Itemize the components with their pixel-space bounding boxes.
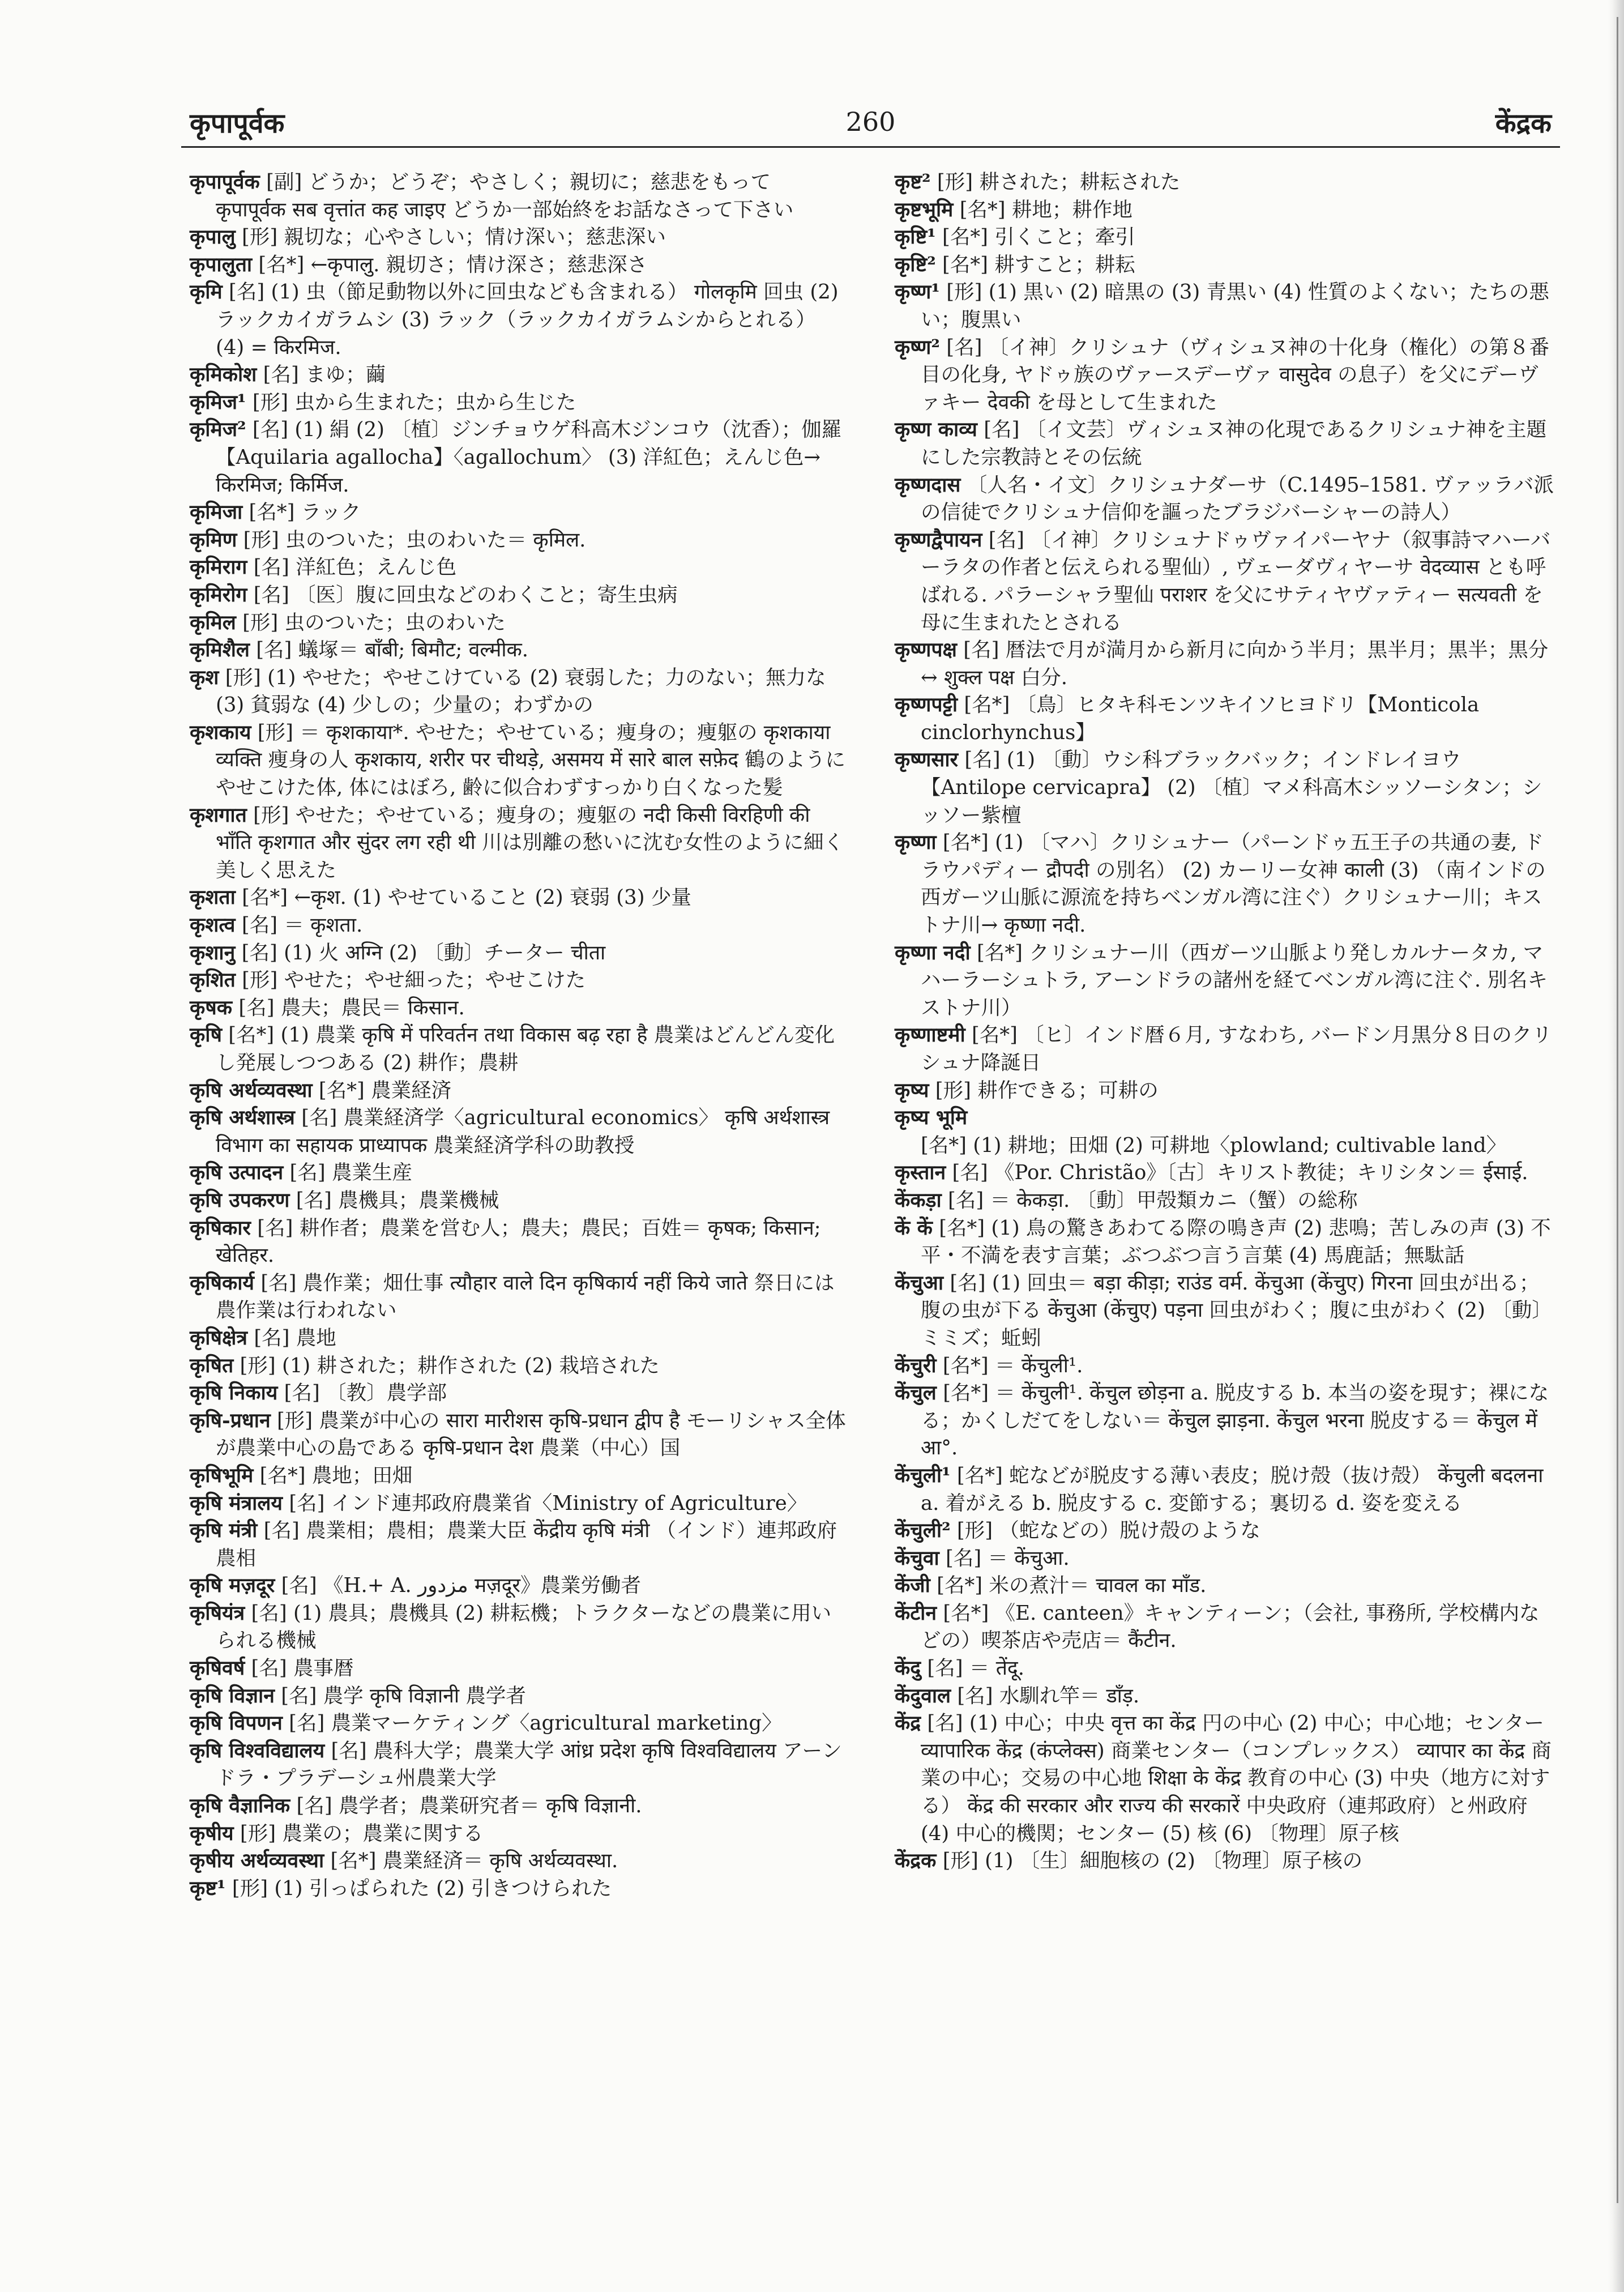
dictionary-entry xyxy=(190,499,847,527)
entry-headword: कृष्णदास xyxy=(895,473,961,497)
dictionary-entry xyxy=(190,1875,847,1903)
dictionary-entry xyxy=(895,224,1554,251)
dictionary-entry xyxy=(190,1738,847,1792)
dictionary-entry xyxy=(895,527,1554,637)
entry-headword: कृष्णाष्टमी xyxy=(895,1023,965,1047)
entry-definition: [副] どうか；どうぞ；やさしく；親切に；慈悲をもって कृपापूर्वक सब वृत्तांत कह जाइए どうか一部始終をお話なさって下さい xyxy=(216,170,794,221)
dictionary-entry xyxy=(190,1022,847,1077)
entry-definition: [名] 洋紅色；えんじ色 xyxy=(253,556,457,579)
entry-headword: केंचुली² xyxy=(895,1519,951,1543)
entry-definition: [名] 農科大学；農業大学 आंध्र प्रदेश कृषि विश्वविद्यालय アーンドラ・プラデーシュ州農業大学 xyxy=(216,1739,842,1790)
dictionary-entry xyxy=(190,995,847,1022)
dictionary-entry xyxy=(895,1215,1554,1270)
entry-definition: [名] 農学 कृषि विज्ञानी 農学者 xyxy=(281,1684,526,1708)
entry-headword: कृषि मज़दूर xyxy=(190,1574,275,1598)
entry-headword: कृशगात xyxy=(190,803,247,827)
entry-definition: [名] 農作業；畑仕事 त्यौहार वाले दिन कृषिकार्य नहीं किये जाते 祭日には農作業は行われない xyxy=(216,1271,835,1322)
dictionary-entry xyxy=(190,1847,847,1875)
dictionary-entry xyxy=(190,1462,847,1490)
entry-definition: [名] (1) 中心；中央 वृत्त का केंद्र 円の中心 (2) 中心；中心地；センター व्यापारिक केंद्र (कंप्लेक्स) 商業センター（コンプレックス） व्यापार का केंद्र 商業の中心；交易の中心地 शिक्षा के केंद्र 教育の中心 (3) 中央（地方に対する） केंद्र की सरकार और राज्य की सरकारें 中央政府（連邦政府）と州政府 (4) 中心的機関；センター (5) 核 (6) 〔物理〕原子核 xyxy=(921,1711,1552,1845)
dictionary-entry xyxy=(190,609,847,637)
dictionary-entry xyxy=(190,1655,847,1683)
entry-definition: [形] やせた；やせ細った；やせこけた xyxy=(242,968,586,992)
entry-definition: [名] ＝ केकड़ा. 〔動〕甲殻類カニ（蟹）の総称 xyxy=(948,1188,1358,1212)
dictionary-entry xyxy=(190,912,847,940)
dictionary-entry xyxy=(190,1215,847,1270)
entry-headword: कृमिराग xyxy=(190,556,247,579)
entry-definition: [名*] (1) 農業 कृषि में परिवर्तन तथा विकास बढ़ रहा है 農業はどんどん変化し発展しつつある (2) 耕作；農耕 xyxy=(216,1023,835,1074)
entry-headword: कृशित xyxy=(190,968,236,992)
dictionary-entry xyxy=(190,1517,847,1572)
entry-definition: [名*] 農業経済＝ कृषि अर्थव्यवस्था. xyxy=(330,1849,618,1873)
entry-definition: [名] ＝ केंचुआ. xyxy=(946,1546,1070,1570)
right-column xyxy=(895,169,1554,1875)
dictionary-entry xyxy=(190,582,847,609)
dictionary-entry xyxy=(895,1104,1554,1159)
entry-headword: कृषीय अर्थव्यवस्था xyxy=(190,1849,324,1873)
entry-definition: [名*] 〔鳥〕ヒタキ科モンツキイソヒヨドリ【Monticola cinclorhynchus】 xyxy=(921,693,1480,744)
dictionary-entry xyxy=(895,1187,1554,1215)
entry-headword: कृषिकार xyxy=(190,1216,251,1240)
dictionary-entry xyxy=(895,251,1554,279)
entry-headword: कृष्णा xyxy=(895,831,937,855)
entry-definition: [名] まゆ；繭 xyxy=(263,363,386,387)
dictionary-entry xyxy=(895,1655,1554,1683)
entry-headword: कृमिजा xyxy=(190,501,243,524)
entry-definition: [名] 耕作者；農業を営む人；農夫；農民；百姓＝ कृषक; किसान; खेतिहर. xyxy=(216,1216,821,1267)
entry-definition: [名] 〔イ文芸〕ヴィシュヌ神の化現であるクリシュナ神を主題にした宗教詩とその伝統 xyxy=(921,418,1547,469)
entry-definition: [形] (1) 黒い (2) 暗黒の (3) 青黒い (4) 性質のよくない；たちの悪い；腹黒い xyxy=(921,280,1549,331)
entry-headword: कृस्तान xyxy=(895,1161,946,1185)
entry-definition: [名*] 引くこと；牽引 xyxy=(942,225,1135,249)
dictionary-entry xyxy=(895,472,1554,527)
entry-definition: [名] 《H.+ A. مزدور मज़दूर》農業労働者 xyxy=(281,1574,641,1598)
entry-definition: [形] やせた；やせている；痩身の；痩躯の नदी किसी विरहिणी की भाँति कृशगात और सुंदर लग रही थी 川は別離の愁いに沈む女性のように細く美しく思えた xyxy=(216,803,844,882)
entry-headword: कृष्ट¹ xyxy=(190,1876,226,1900)
entry-definition: [名] 農業マーケティング〈agricultural marketing〉 xyxy=(289,1711,782,1735)
entry-definition: [名] 農事暦 xyxy=(251,1657,354,1680)
entry-headword: कृष्णपट्टी xyxy=(895,693,958,717)
entry-headword: केंचुवा xyxy=(895,1546,939,1570)
entry-headword: कृपालु xyxy=(190,225,236,249)
entry-definition: [名*] (1) 鳥の驚きあわてる際の鳴き声 (2) 悲鳴；苦しみの声 (3) 不平・不満を表す言葉；ぶつぶつ言う言葉 (4) 馬鹿話；無駄話 xyxy=(921,1216,1551,1267)
entry-headword: कृषक xyxy=(190,996,233,1019)
entry-headword: कृषि वैज्ञानिक xyxy=(190,1794,290,1818)
dictionary-entry xyxy=(190,1104,847,1159)
dictionary-entry xyxy=(190,169,847,224)
dictionary-entry xyxy=(190,1270,847,1325)
entry-headword: कृषियंत्र xyxy=(190,1601,245,1625)
entry-headword: कृष्य भूमि xyxy=(895,1106,968,1130)
entry-definition: [名] 〔教〕農学部 xyxy=(284,1381,447,1405)
dictionary-entry xyxy=(190,1380,847,1407)
entry-headword: कृषिभूमि xyxy=(190,1463,254,1487)
entry-headword: कृष्णद्वैपायन xyxy=(895,528,982,552)
dictionary-entry xyxy=(895,1159,1554,1187)
entry-definition: [名] (1) 〔動〕ウシ科ブラックバック；インドレイヨウ【Antilope cervicapra】 (2) 〔植〕マメ科高木シッソーシタン；シッソー紫檀 xyxy=(921,748,1542,827)
entry-definition: [形] (1) 引っぱられた (2) 引きつけられた xyxy=(232,1876,612,1900)
dictionary-entry xyxy=(895,1380,1554,1462)
entry-definition: [名*] 耕地；耕作地 xyxy=(959,198,1132,221)
entry-definition: [名*] (1) 〔マハ〕クリシュナー（パーンドゥ五王子の共通の妻, ドラウパディー द्रौपदी の別名） (2) カーリー女神 काली (3) （南インドの西ガーツ山脈に源流を持ちベンガル湾に注ぐ）クリシュナー川；キストナ川→ कृष्णा नदी. xyxy=(921,831,1546,937)
entry-definition: [形] 農業が中心の सारा मारीशस कृषि-प्रधान द्वीप है モーリシャス全体が農業中心の島である कृषि-प्रधान देश 農業（中心）国 xyxy=(216,1409,846,1460)
entry-headword: कृषि मंत्री xyxy=(190,1519,258,1543)
entry-headword: कृष्ण² xyxy=(895,335,940,359)
entry-headword: कृषि-प्रधान xyxy=(190,1409,271,1432)
entry-headword: केंचुआ xyxy=(895,1271,944,1295)
dictionary-entry xyxy=(190,527,847,554)
entry-definition: [名] 〔医〕腹に回虫などのわくこと；寄生虫病 xyxy=(253,583,678,607)
dictionary-entry xyxy=(190,1572,847,1600)
dictionary-entry xyxy=(190,1490,847,1518)
dictionary-entry xyxy=(190,1710,847,1738)
entry-definition: [形] 虫から生まれた；虫から生じた xyxy=(252,390,576,414)
dictionary-entry xyxy=(190,1187,847,1215)
dictionary-entry xyxy=(895,1847,1554,1875)
entry-definition: [名] 〔イ神〕クリシュナ（ヴィシュヌ神の十化身（権化）の第８番目の化身, ヤドゥ族のヴァースデーヴァ वासुदेव の息子）を父にデーヴァキー देवकी を母として生まれた xyxy=(921,335,1550,414)
entry-headword: कृषीय xyxy=(190,1821,234,1845)
page-header xyxy=(190,96,1552,147)
entry-definition: [名] 農地 xyxy=(254,1326,336,1350)
dictionary-entry xyxy=(190,1407,847,1462)
entry-definition: [名] ＝ कृशता. xyxy=(241,914,363,937)
entry-headword: कृशता xyxy=(190,886,236,910)
dictionary-entry xyxy=(190,224,847,251)
entry-headword: केंदुवाल xyxy=(895,1684,951,1708)
entry-definition: [名] 農機具；農業機械 xyxy=(296,1188,499,1212)
entry-definition: [名] (1) 回虫＝ बड़ा कीड़ा; राउंड वर्म. केंचुआ (केंचुए) गिरना 回虫が出る；腹の虫が下る केंचुआ (केंचुए) पड़ना 回虫がわく；腹に虫がわく (2) 〔動〕ミミズ；蚯蚓 xyxy=(921,1271,1552,1350)
dictionary-entry xyxy=(895,1077,1554,1105)
dictionary-entry xyxy=(190,1683,847,1710)
header-rule xyxy=(181,146,1560,148)
entry-definition: [名] 暦法で月が満月から新月に向かう半月；黒半月；黒半；黒分 ↔ शुक्ल पक्ष 白分. xyxy=(921,638,1549,689)
entry-definition: [名*] 米の煮汁＝ चावल का माँड. xyxy=(937,1574,1207,1598)
entry-definition: [名] 〔イ神〕クリシュナドゥヴァイパーヤナ（叙事詩マハーバーラタの作者と伝えられる聖仙）, ヴェーダヴィヤーサ वेदव्यास とも呼ばれる. パラーシャラ聖仙 पराशर を父にサティヤヴァティー सत्यवती を母に生まれたとされる xyxy=(921,528,1551,634)
entry-headword: केंचुल xyxy=(895,1381,937,1405)
entry-definition: [名*] ラック xyxy=(249,501,361,524)
dictionary-entry xyxy=(895,1270,1554,1352)
entry-definition: [名] (1) 絹 (2) 〔植〕ジンチョウゲ科高木ジンコウ（沈香）；伽羅【Aquilaria agallocha】〈agallochum〉 (3) 洋紅色；えんじ色→ किरमिज; किर्मिज. xyxy=(216,418,842,497)
entry-headword: कृषि निकाय xyxy=(190,1381,278,1405)
dictionary-entry xyxy=(190,361,847,389)
dictionary-entry xyxy=(190,554,847,582)
dictionary-entry xyxy=(190,279,847,361)
entry-headword: कृष्णा नदी xyxy=(895,941,971,964)
entry-headword: कृषि उत्पादन xyxy=(190,1161,284,1185)
entry-definition: [形] (1) やせた；やせこけている (2) 衰弱した；力のない；無力な (3) 貧弱な (4) 少しの；少量の；わずかの xyxy=(216,665,826,717)
page-edge-line xyxy=(1617,17,1618,2203)
dictionary-entry xyxy=(895,1517,1554,1545)
dictionary-entry xyxy=(190,967,847,995)
entry-definition: [形] 耕作できる；可耕の xyxy=(935,1078,1159,1102)
entry-headword: कृपालुता xyxy=(190,253,253,276)
dictionary-entry xyxy=(895,1352,1554,1380)
entry-definition: [名*] 〔ヒ〕インド暦６月, すなわち, バードン月黒分８日のクリシュナ降誕日 xyxy=(921,1023,1552,1074)
dictionary-entry xyxy=(895,334,1554,417)
entry-headword: कृष्णसार xyxy=(895,748,959,772)
entry-definition: [名*] 農業経済 xyxy=(318,1078,452,1102)
dictionary-entry xyxy=(895,416,1554,471)
dictionary-entry xyxy=(895,197,1554,224)
dictionary-entry xyxy=(190,719,847,802)
entry-definition: [名*] (1) 耕地；田畑 (2) 可耕地〈plowland; cultivable land〉 xyxy=(921,1133,1507,1157)
entry-headword: कृष्य xyxy=(895,1078,929,1102)
dictionary-entry xyxy=(190,1077,847,1105)
page-number: 260 xyxy=(845,106,896,137)
entry-headword: केंकड़ा xyxy=(895,1188,942,1212)
entry-definition: [名*] クリシュナー川（西ガーツ山脈より発しカルナータカ, マハーラーシュトラ, アーンドラの諸州を経てベンガル湾に注ぐ. 別名キストナ川） xyxy=(921,941,1548,1019)
entry-definition: [形] 耕された；耕耘された xyxy=(937,170,1181,194)
dictionary-entry xyxy=(895,637,1554,692)
entry-headword: केंदु xyxy=(895,1657,921,1680)
entry-definition: [名] (1) 虫（節足動物以外に回虫なども含まれる） गोलकृमि 回虫 (2) ラックカイガラムシ (3) ラック（ラックカイガラムシからとれる） (4) = किरमिज. xyxy=(216,280,839,359)
entry-definition: [形] 農業の；農業に関する xyxy=(240,1821,484,1845)
right-guide-word: केंद्रक xyxy=(1495,108,1552,139)
dictionary-entry xyxy=(190,1820,847,1848)
entry-definition: [名*] 《E. canteen》キャンティーン；（会社, 事務所, 学校構内などの）喫茶店や売店＝ कैंटीन. xyxy=(921,1601,1540,1653)
entry-definition: [形] 虫のついた；虫のわいた＝ कृमिल. xyxy=(243,528,586,552)
entry-headword: कृषिकार्य xyxy=(190,1271,255,1295)
entry-definition: [形] 親切な；心やさしい；情け深い；慈悲深い xyxy=(242,225,666,249)
entry-headword: कृषि मंत्रालय xyxy=(190,1491,283,1515)
dictionary-entry xyxy=(895,1572,1554,1600)
dictionary-entry xyxy=(190,664,847,719)
dictionary-entry xyxy=(190,1352,847,1380)
entry-headword: कृष्टि¹ xyxy=(895,225,936,249)
entry-definition: [名*] ＝ केंचुली¹. xyxy=(942,1354,1083,1377)
entry-headword: कृष्ण काव्य xyxy=(895,418,977,442)
entry-definition: [形] (1) 〔生〕細胞核の (2) 〔物理〕原子核の xyxy=(942,1849,1363,1873)
dictionary-entry xyxy=(190,389,847,417)
dictionary-entry xyxy=(190,637,847,664)
entry-definition: [名*] 蛇などが脱皮する薄い表皮；脱け殻（抜け殻） केंचुली बदलना a. 着がえる b. 脱皮する c. 変節する；裏切る d. 姿を変える xyxy=(921,1463,1544,1515)
entry-headword: कृशकाय xyxy=(190,720,251,744)
dictionary-entry xyxy=(895,1022,1554,1077)
entry-headword: केंटीन xyxy=(895,1601,937,1625)
entry-definition: [名] (1) 火 अग्नि (2) 〔動〕チーター चीता xyxy=(241,941,606,964)
entry-headword: केंचुरी xyxy=(895,1354,937,1377)
entry-definition: [名] 農学者；農業研究者＝ कृषि विज्ञानी. xyxy=(296,1794,642,1818)
entry-definition: 〔人名・イ文〕クリシュナダーサ（C.1495–1581. ヴァッラバ派の信徒でクリシュナ信仰を謳ったブラジバーシャーの詩人） xyxy=(921,473,1554,524)
entry-headword: कृष्ट² xyxy=(895,170,931,194)
dictionary-entry xyxy=(190,884,847,912)
entry-definition: [名] (1) 農具；農機具 (2) 耕耘機；トラクターなどの農業に用いられる機械 xyxy=(216,1601,832,1653)
dictionary-entry xyxy=(895,1545,1554,1573)
entry-headword: केंचुली¹ xyxy=(895,1463,951,1487)
entry-headword: कृश xyxy=(190,665,219,689)
entry-headword: कृमिण xyxy=(190,528,237,552)
dictionary-entry xyxy=(895,940,1554,1022)
entry-definition: [名] 水馴れ竿＝ डाँड़. xyxy=(957,1684,1140,1708)
entry-headword: कृषित xyxy=(190,1354,234,1377)
entry-definition: [名*] ＝ केंचुली¹. केंचुल छोड़ना a. 脱皮する b. 本当の姿を現す；裸になる；かくしだてをしない＝ केंचुल झाड़ना. केंचुल भरना 脱皮する＝ केंचुल में आ°. xyxy=(921,1381,1549,1460)
dictionary-entry xyxy=(895,169,1554,197)
entry-definition: [名*] ←कृश. (1) やせていること (2) 衰弱 (3) 少量 xyxy=(242,886,691,910)
entry-definition: [形] (1) 耕された；耕作された (2) 栽培された xyxy=(240,1354,660,1377)
dictionary-entry xyxy=(190,940,847,967)
entry-definition: [名] 農業経済学〈agricultural economics〉 कृषि अर्थशास्त्र विभाग का सहायक प्राध्यापक 農業経済学科の助教授 xyxy=(216,1106,830,1157)
entry-headword: कृमिकोश xyxy=(190,363,257,387)
entry-headword: केंजी xyxy=(895,1574,930,1598)
entry-definition: [名] 農業相；農相；農業大臣 केंद्रीय कृषि मंत्री （インド）連邦政府農相 xyxy=(216,1519,837,1570)
entry-definition: [名] 農業生産 xyxy=(289,1161,413,1185)
entry-headword: कृष्ण¹ xyxy=(895,280,940,304)
dictionary-entry xyxy=(895,1600,1554,1655)
entry-definition: [名] 蟻塚＝ बाँबी; बिमौट; वल्मीक. xyxy=(256,638,529,662)
entry-headword: कृष्णपक्ष xyxy=(895,638,957,662)
entry-definition: [名] ＝ तेंदू. xyxy=(927,1657,1025,1680)
entry-headword: कृषि अर्थशास्त्र xyxy=(190,1106,295,1130)
entry-definition: [名] 農夫；農民＝ किसान. xyxy=(238,996,465,1019)
entry-headword: कृषि विपणन xyxy=(190,1711,283,1735)
page-edge-shadow xyxy=(1608,0,1624,2292)
entry-definition: [形] 虫のついた；虫のわいた xyxy=(242,611,506,634)
dictionary-entry xyxy=(190,251,847,279)
entry-headword: कृमिज¹ xyxy=(190,390,246,414)
entry-headword: केंद्र xyxy=(895,1711,921,1735)
entry-definition: [名*] ←कृपालु. 親切さ；情け深さ；慈悲深さ xyxy=(258,253,648,276)
entry-headword: कृमिरोग xyxy=(190,583,247,607)
entry-headword: कृपापूर्वक xyxy=(190,170,260,194)
dictionary-entry xyxy=(895,746,1554,829)
dictionary-entry xyxy=(190,1792,847,1820)
entry-headword: कृशानु xyxy=(190,941,236,964)
entry-headword: केंद्रक xyxy=(895,1849,937,1873)
entry-headword: कृशत्व xyxy=(190,914,236,937)
entry-definition: [形] ＝ कृशकाया*. やせた；やせている；痩身の；痩躯の कृशकाया व्यक्ति 痩身の人 कृशकाय, शरीर पर चीथड़े, असमय में सारे बाल सफ़ेद 鶴のようにやせこけた体, 体にはぼろ, 齢に似合わずすっかり白くなった髪 xyxy=(216,720,845,800)
left-guide-word: कृपापूर्वक xyxy=(190,108,285,139)
dictionary-entry xyxy=(190,802,847,885)
dictionary-entry xyxy=(190,416,847,499)
dictionary-entry xyxy=(895,829,1554,939)
dictionary-entry xyxy=(895,1683,1554,1710)
entry-definition: [名] インド連邦政府農業省〈Ministry of Agriculture〉 xyxy=(289,1491,807,1515)
entry-headword: कृष्टभूमि xyxy=(895,198,954,221)
entry-headword: कृषि xyxy=(190,1023,222,1047)
dictionary-entry xyxy=(895,279,1554,334)
dictionary-entry xyxy=(190,1325,847,1352)
entry-headword: कृषि विश्वविद्यालय xyxy=(190,1739,325,1762)
left-column xyxy=(190,169,847,1902)
entry-definition: [名] 《Por. Christão》〔古〕キリスト教徒；キリシタン＝ ईसाई. xyxy=(952,1161,1528,1185)
entry-headword: कें कें xyxy=(895,1216,933,1240)
entry-headword: कृषि अर्थव्यवस्था xyxy=(190,1078,313,1102)
entry-headword: कृमिज² xyxy=(190,418,246,442)
dictionary-entry xyxy=(895,1462,1554,1517)
entry-headword: कृषि विज्ञान xyxy=(190,1684,275,1708)
entry-headword: कृमि xyxy=(190,280,223,304)
entry-headword: कृषिवर्ष xyxy=(190,1657,245,1680)
dictionary-entry xyxy=(895,1710,1554,1847)
entry-definition: [名*] 農地；田畑 xyxy=(259,1463,413,1487)
entry-definition: [形] （蛇などの）脱け殻のような xyxy=(956,1519,1260,1543)
entry-definition: [名*] 耕すこと；耕耘 xyxy=(942,253,1135,276)
entry-headword: कृषिक्षेत्र xyxy=(190,1326,248,1350)
entry-headword: कृमिशैल xyxy=(190,638,250,662)
dictionary-entry xyxy=(190,1600,847,1655)
dictionary-entry xyxy=(895,692,1554,746)
entry-headword: कृषि उपकरण xyxy=(190,1188,290,1212)
entry-headword: कृष्टि² xyxy=(895,253,936,276)
dictionary-entry xyxy=(190,1159,847,1187)
entry-headword: कृमिल xyxy=(190,611,236,634)
